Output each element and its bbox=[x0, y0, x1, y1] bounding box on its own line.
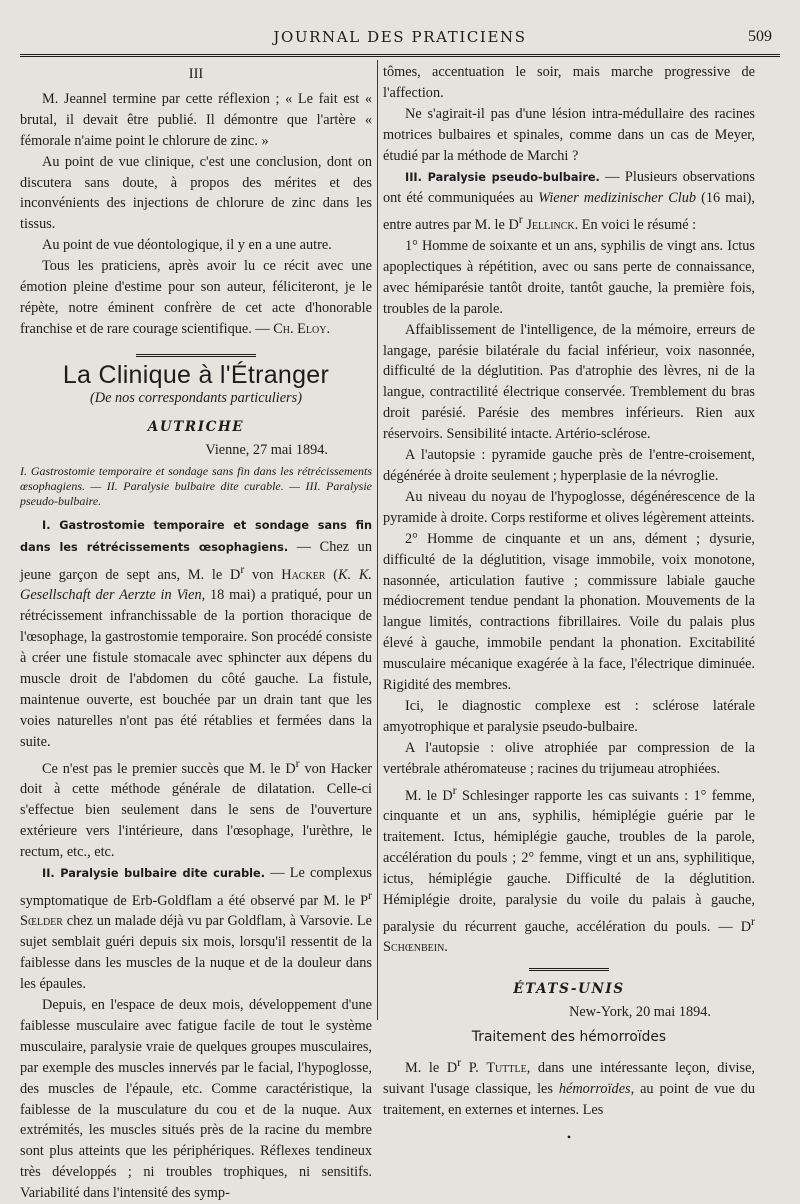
section-subheading: (De nos correspondants particuliers) bbox=[90, 389, 302, 406]
country-heading: ÉTATS-UNIS bbox=[513, 981, 625, 998]
text-run: , au point de vue du traitement, en externes et internes. Les bbox=[383, 1080, 755, 1118]
article-title: Traitement des hémorroïdes bbox=[471, 1029, 667, 1046]
observation: 1° Homme de soixante et un ans, syphilis de vingt ans. Ictus apoplectiques à répétition, avec ou sans perte de connaissance, avec hémiparésie tantôt droite, tantôt gauche, la première fois, troubles de la parole. bbox=[383, 238, 755, 317]
observation: Affaiblissement de l'intelligence, de la mémoire, erreurs de langage, parésie bilatérale du facial inférieur, voix nasonnée, difficulté de la déglutition. Pas d'atrophie des lèvres, ni de la langue, contractilité électrique conservée. Tremblement du bras droit parésié. Parésie des membres inférieurs. Rien aux réservoirs. Sensibilité intacte. Artério-sclérose. bbox=[383, 321, 755, 443]
text-run: 18 mai) a pratiqué, pour un rétrécissement infranchissable de la portion thoracique de l'œsophage, la gastrostomie temporaire. Son procédé consiste à créer une fistule stomacale avec sphincter aux dépens du muscle droit de l'abdomen du côté gauche. La fistule, maintenue ouverte, est bouchée par un drain tant que les voies naturelles n'ont pas été rétablies et fermées dans la suite. bbox=[20, 587, 372, 750]
text-run: ( bbox=[325, 566, 339, 583]
dateline: Vienne, 27 mai 1894. bbox=[205, 441, 328, 458]
author-name: Sœlder bbox=[20, 913, 63, 930]
column-divider bbox=[377, 60, 378, 1020]
article-lead: I. Gastrostomie temporaire et sondage sans fin dans les rétrécissements œsophagiens. bbox=[20, 518, 372, 554]
observation bbox=[383, 780, 755, 959]
observation: Ici, le diagnostic complexe est : sclérose latérale amyotrophique et paralysie pseudo-bulbaire. bbox=[383, 697, 755, 735]
article-paragraph bbox=[383, 1052, 755, 1120]
observation: A l'autopsie : olive atrophiée par compression de la vertébrale athéromateuse ; racines du trijumeau atrophiées. bbox=[383, 739, 755, 777]
text-run: (16 mai), entre autres par M. le D bbox=[383, 190, 756, 234]
superscript: r bbox=[457, 1055, 462, 1070]
text-run: — Chez un jeune garçon de sept ans, M. le D bbox=[20, 538, 372, 583]
section-separator bbox=[529, 968, 609, 971]
paragraph: M. Jeannel termine par cette réflexion ; « Le fait est « brutal, il devait être publié. Il démontre que l'artère « fémorale n'aime point le chlorure de zinc. » bbox=[20, 90, 372, 149]
article-lead: III. Paralysie pseudo-bulbaire. bbox=[405, 170, 600, 184]
article-lead: II. Paralysie bulbaire dite curable. bbox=[42, 866, 265, 880]
text-run: M. le D bbox=[405, 787, 453, 804]
right-column bbox=[383, 62, 755, 1147]
source-citation: K. K. Gesellschaft der Aerzte in Vien, bbox=[20, 566, 373, 604]
text-run: . En voici le résumé : bbox=[574, 217, 697, 234]
text-run: M. le D bbox=[405, 1059, 458, 1076]
author-name: Tuttle bbox=[486, 1059, 527, 1076]
text-run: — Le complexus symptomatique de Erb-Goldflam a été observé par M. le P bbox=[20, 864, 372, 909]
text-run: P. bbox=[461, 1059, 487, 1076]
paragraph: Ne s'agirait-il pas d'une lésion intra-médullaire des racines motrices bulbaires et spinales, comme dans un cas de Meyer, étudié par la méthode de Marchi ? bbox=[383, 105, 755, 164]
paragraph: Au point de vue clinique, c'est une conclusion, dont on discutera sans doute, à propos des mérites et des inconvénients des injections de chlorure de zinc dans les tissus. bbox=[20, 153, 372, 233]
superscript: r bbox=[240, 561, 245, 576]
page-header bbox=[20, 22, 780, 52]
emphasis: hémorroïdes bbox=[558, 1080, 631, 1097]
section-separator bbox=[136, 354, 256, 357]
section-numeral: III bbox=[188, 66, 204, 82]
observation: A l'autopsie : pyramide gauche près de l'entre-croisement, dégénérée à droite seulement ; hyperplasie de la névroglie. bbox=[383, 447, 755, 484]
article-paragraph bbox=[20, 753, 372, 863]
left-column bbox=[20, 62, 372, 1204]
article-paragraph bbox=[20, 863, 372, 995]
paragraph: Au point de vue déontologique, il y en a une autre. bbox=[42, 237, 332, 254]
text-run: — Plusieurs observations ont été communiquées au bbox=[383, 168, 755, 207]
superscript: r bbox=[452, 782, 457, 797]
article-paragraph bbox=[20, 515, 372, 753]
article-paragraph bbox=[383, 167, 755, 236]
text-run: chez un malade déjà vu par Goldflam, à Varsovie. Le sujet semblait guéri depuis six mois, lorsqu'il ressentit de la faiblesse dans les muscles de la nuque et de la douleur dans les épaules. bbox=[20, 913, 372, 993]
author-signature: Ch. Eloy. bbox=[273, 320, 331, 337]
text-run: Schlesinger rapporte les cas suivants : 1° femme, cinquante et un ans, syphilis, hémiplégie guérie par le traitement. Ictus, hémiplégie gauche, troubles de la parole, accélération du pouls ; 2° femme, vingt et un ans, syphilitique, ictus, hémiplégie gauche. Difficulté de la déglutition. Hémiplégie droite, paralysie du voile du palais à gauche, paralysie du récurrent gauche, accélération du pouls. — D bbox=[383, 787, 755, 935]
running-title: JOURNAL DES PRATICIENS bbox=[273, 28, 527, 46]
author-name: Hacker bbox=[281, 566, 326, 583]
text-run: , dans une intéressante leçon, divise, suivant l'usage classique, les bbox=[383, 1059, 755, 1097]
summary: I. Gastrostomie temporaire et sondage sans fin dans les rétrécissements œsophagiens. — II. Paralysie bulbaire dite curable. — III. Paralysie pseudo-bulbaire. bbox=[20, 464, 372, 508]
header-rule bbox=[20, 54, 780, 57]
superscript: r bbox=[295, 755, 300, 770]
superscript: r bbox=[518, 212, 523, 227]
section-heading: La Clinique à l'Étranger bbox=[62, 360, 330, 389]
observation: 2° Homme de cinquante et un ans, dément ; dysurie, difficulté de la déglutition, visage immobile, voix monotone, nasonnée, articulation fautive ; commissure labiale gauche médiocrement tendue pendant la phonation. Mouvements de la langue limités, contractions fibrillaires. Voile du palais plus élevé à gauche, immobile pendant la phonation. Excitabilité musculaire mécanique exagérée à la face, l'électrique diminuée. Rigidité des membres. bbox=[383, 530, 755, 694]
continued-paragraph: tômes, accentuation le soir, mais marche progressive de l'affection. bbox=[383, 64, 755, 101]
source-citation: Wiener medizinischer Club bbox=[538, 190, 697, 207]
ornament-dot: • bbox=[566, 1129, 572, 1144]
text-run: von bbox=[244, 566, 282, 583]
author-name: Jellinck bbox=[526, 217, 575, 234]
dateline: New-York, 20 mai 1894. bbox=[569, 1004, 711, 1021]
superscript: r bbox=[751, 913, 755, 928]
text-run: Ce n'est pas le premier succès que M. le D bbox=[42, 760, 296, 777]
closing-text: Tous les praticiens, après avoir lu ce récit avec une émotion pleine d'estime pour son auteur, féliciteront, je le répète, notre éminent confrère de cet acte d'honorable franchise et de rare courage scientifique. — bbox=[20, 258, 372, 337]
text-run: von Hacker doit à cette méthode générale de dilatation. Celle-ci s'effectue bien seulement dans le sens de l'ouverture extérieure vers l'intérieure, dans l'œsophage, l'urèthre, le rectum, etc., etc. bbox=[20, 760, 372, 860]
closing-paragraph bbox=[20, 256, 372, 340]
author-signature: Schœnbein. bbox=[383, 939, 448, 956]
country-heading: AUTRICHE bbox=[147, 418, 245, 435]
observation: Au niveau du noyau de l'hypoglosse, dégénérescence de la pyramide à droite. Corps restiforme et olives légèrement atteints. bbox=[383, 488, 755, 526]
article-paragraph: Depuis, en l'espace de deux mois, développement d'une faiblesse musculaire avec fatigue facile de tout le système musculaire, paralysie vraie de quelques groupes musculaires, par exemple des muscles innervés par le facial, l'hypoglosse, des muscles de l'épaule, etc. Comme caractéristique, la faiblesse de la musculature du cou et de la nuque. Aux extrémités, les muscles situés près de la racine du membre sont plus atteints que les périphériques. Réflexes tendineux très développés ; ni troubles trophiques, ni sensitifs. Variabilité dans l'intensité des symp- bbox=[20, 997, 372, 1202]
superscript: r bbox=[368, 887, 372, 902]
page-number: 509 bbox=[748, 28, 772, 45]
